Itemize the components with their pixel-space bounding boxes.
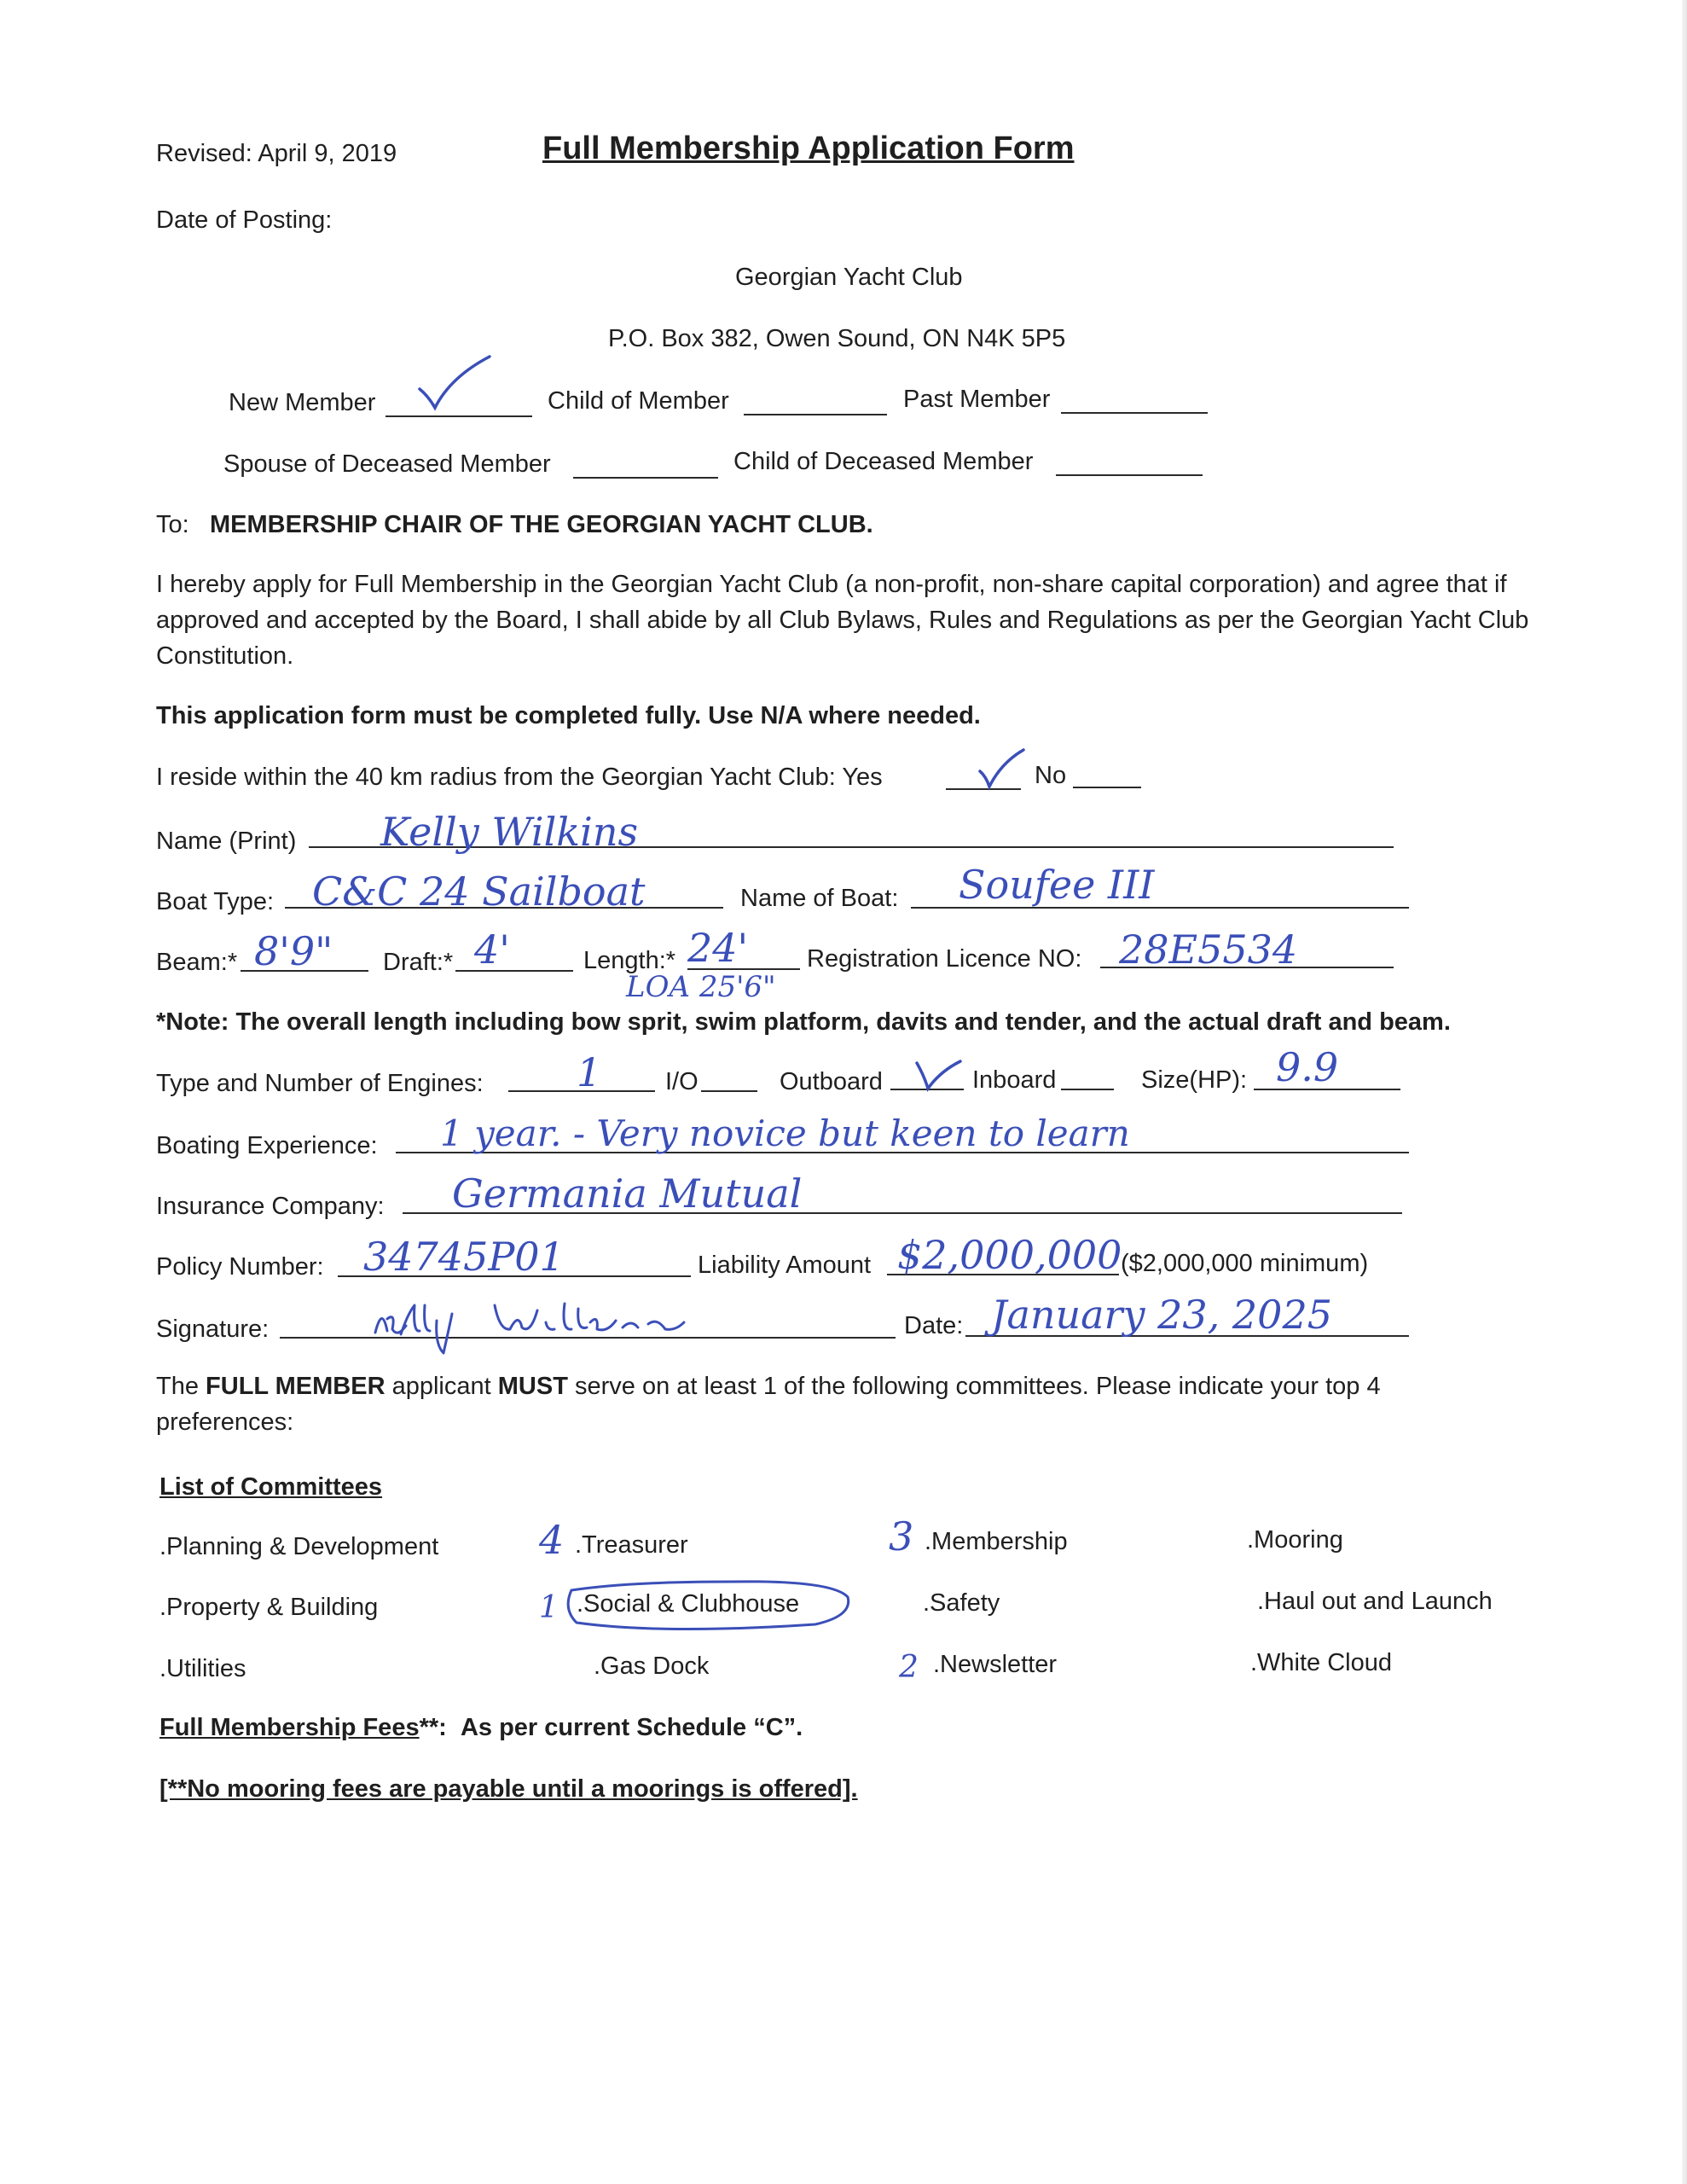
committee-newsletter[interactable]: .Newsletter <box>933 1651 1058 1678</box>
spouse-of-deceased-line[interactable] <box>573 477 718 479</box>
child-of-deceased-label: Child of Deceased Member <box>733 448 1034 475</box>
outboard-check-icon <box>914 1058 962 1092</box>
boat-type-label: Boat Type: <box>156 888 275 915</box>
committee-property-building[interactable]: .Property & Building <box>159 1594 379 1621</box>
child-of-member-label: Child of Member <box>548 387 729 415</box>
committee-treasurer[interactable]: .Treasurer <box>575 1531 688 1559</box>
committee-membership[interactable]: .Membership <box>925 1528 1068 1555</box>
residence-yes-check-icon <box>977 747 1025 790</box>
committee-newsletter-pref[interactable]: 2 <box>899 1650 919 1685</box>
length-loa-note: LOA 25'6" <box>626 970 776 1004</box>
new-member-line[interactable] <box>386 415 532 417</box>
inboard-line[interactable] <box>1061 1089 1114 1090</box>
size-value[interactable]: 9.9 <box>1276 1044 1339 1090</box>
child-of-member-line[interactable] <box>744 414 887 415</box>
committee-intro: The FULL MEMBER applicant MUST serve on at least 1 of the following committees. Please indicate your top 4 preferences: <box>156 1373 1381 1436</box>
liability-minimum: ($2,000,000 minimum) <box>1121 1250 1369 1277</box>
experience-value[interactable]: 1 year. - Very novice but keen to learn <box>440 1112 1130 1154</box>
fees-line <box>159 1713 803 1742</box>
boat-type-value[interactable]: C&C 24 Sailboat <box>312 868 646 915</box>
length-value[interactable]: 24' <box>687 925 749 971</box>
committee-gas-dock[interactable]: .Gas Dock <box>594 1653 710 1680</box>
residence-no-label: No <box>1035 762 1067 789</box>
io-label: I/O <box>665 1068 699 1095</box>
committee-membership-pref[interactable]: 3 <box>889 1513 914 1560</box>
past-member-line[interactable] <box>1061 412 1208 414</box>
committee-planning-development[interactable]: .Planning & Development <box>159 1533 439 1560</box>
size-label: Size(HP): <box>1141 1066 1248 1094</box>
committee-social-clubhouse[interactable]: .Social & Clubhouse <box>577 1590 800 1618</box>
fees-text: As per current Schedule “C”. <box>460 1714 803 1741</box>
fees-stars: **: <box>419 1714 447 1741</box>
new-member-check-icon <box>416 351 493 411</box>
liability-value[interactable]: $2,000,000 <box>897 1232 1122 1278</box>
boat-name-label: Name of Boat: <box>740 885 899 912</box>
engines-label: Type and Number of Engines: <box>156 1070 484 1097</box>
io-line[interactable] <box>701 1090 757 1092</box>
intro-paragraph: I hereby apply for Full Membership in the Georgian Yacht Club (a non-profit, non-share capital corporation) and agree that if approved and accepted by the Board, I shall abide by all Club Bylaws, Rules and Regulations as per the Georgian Yacht Club Constitution. <box>156 571 1529 670</box>
past-member-label: Past Member <box>903 386 1051 413</box>
committee-mooring[interactable]: .Mooring <box>1247 1526 1343 1554</box>
date-label: Date: <box>904 1312 964 1339</box>
committee-utilities[interactable]: .Utilities <box>159 1655 246 1682</box>
club-name: Georgian Yacht Club <box>735 264 963 291</box>
spouse-of-deceased-label: Spouse of Deceased Member <box>223 450 551 478</box>
form-title: Full Membership Application Form <box>542 131 1075 166</box>
to-prefix: To: <box>156 511 189 538</box>
draft-value[interactable]: 4' <box>474 926 510 973</box>
committee-social-pref[interactable]: 1 <box>539 1590 559 1625</box>
liability-label: Liability Amount <box>698 1252 872 1279</box>
residence-no-line[interactable] <box>1073 787 1141 788</box>
beam-value[interactable]: 8'9" <box>254 928 333 974</box>
insurance-label: Insurance Company: <box>156 1193 385 1220</box>
outboard-label: Outboard <box>780 1068 883 1095</box>
overall-length-note: *Note: The overall length including bow sprit, swim platform, davits and tender, and the actual draft and beam. <box>156 1008 1451 1036</box>
policy-label: Policy Number: <box>156 1253 324 1281</box>
date-value[interactable]: January 23, 2025 <box>991 1292 1332 1338</box>
committee-haul-out-launch[interactable]: .Haul out and Launch <box>1257 1588 1493 1615</box>
boat-name-value[interactable]: Soufee III <box>959 862 1155 908</box>
engines-value[interactable]: 1 <box>577 1049 602 1095</box>
insurance-value[interactable]: Germania Mutual <box>452 1170 803 1217</box>
inboard-label: Inboard <box>972 1066 1057 1094</box>
complete-note: This application form must be completed fully. Use N/A where needed. <box>156 702 981 729</box>
club-address: P.O. Box 382, Owen Sound, ON N4K 5P5 <box>608 325 1066 352</box>
registration-value[interactable]: 28E5534 <box>1119 926 1298 973</box>
signature-label: Signature: <box>156 1316 270 1343</box>
experience-label: Boating Experience: <box>156 1132 378 1159</box>
draft-label: Draft:* <box>383 949 454 976</box>
committees-heading: List of Committees <box>159 1473 383 1501</box>
beam-label: Beam:* <box>156 949 238 976</box>
signature-mark <box>367 1288 725 1356</box>
committee-treasurer-pref[interactable]: 4 <box>539 1517 565 1563</box>
length-label: Length:* <box>583 947 676 974</box>
fees-label: Full Membership Fees <box>159 1714 420 1741</box>
to-recipient: MEMBERSHIP CHAIR OF THE GEORGIAN YACHT CLUB. <box>210 511 873 538</box>
policy-value[interactable]: 34745P01 <box>363 1234 565 1280</box>
draft-line[interactable] <box>455 970 573 972</box>
date-of-posting-label: Date of Posting: <box>156 206 333 234</box>
child-of-deceased-line[interactable] <box>1056 474 1203 476</box>
committee-white-cloud[interactable]: .White Cloud <box>1250 1649 1393 1676</box>
scan-edge <box>1682 0 1687 2184</box>
registration-label: Registration Licence NO: <box>807 945 1082 973</box>
name-label: Name (Print) <box>156 828 297 855</box>
committee-safety[interactable]: .Safety <box>923 1589 1000 1617</box>
residence-question: I reside within the 40 km radius from the Georgian Yacht Club: Yes <box>156 764 883 791</box>
new-member-label: New Member <box>229 389 376 416</box>
revised-date: Revised: April 9, 2019 <box>156 140 397 167</box>
name-value[interactable]: Kelly Wilkins <box>380 809 639 855</box>
mooring-note: [**No mooring fees are payable until a moorings is offered]. <box>159 1775 858 1803</box>
